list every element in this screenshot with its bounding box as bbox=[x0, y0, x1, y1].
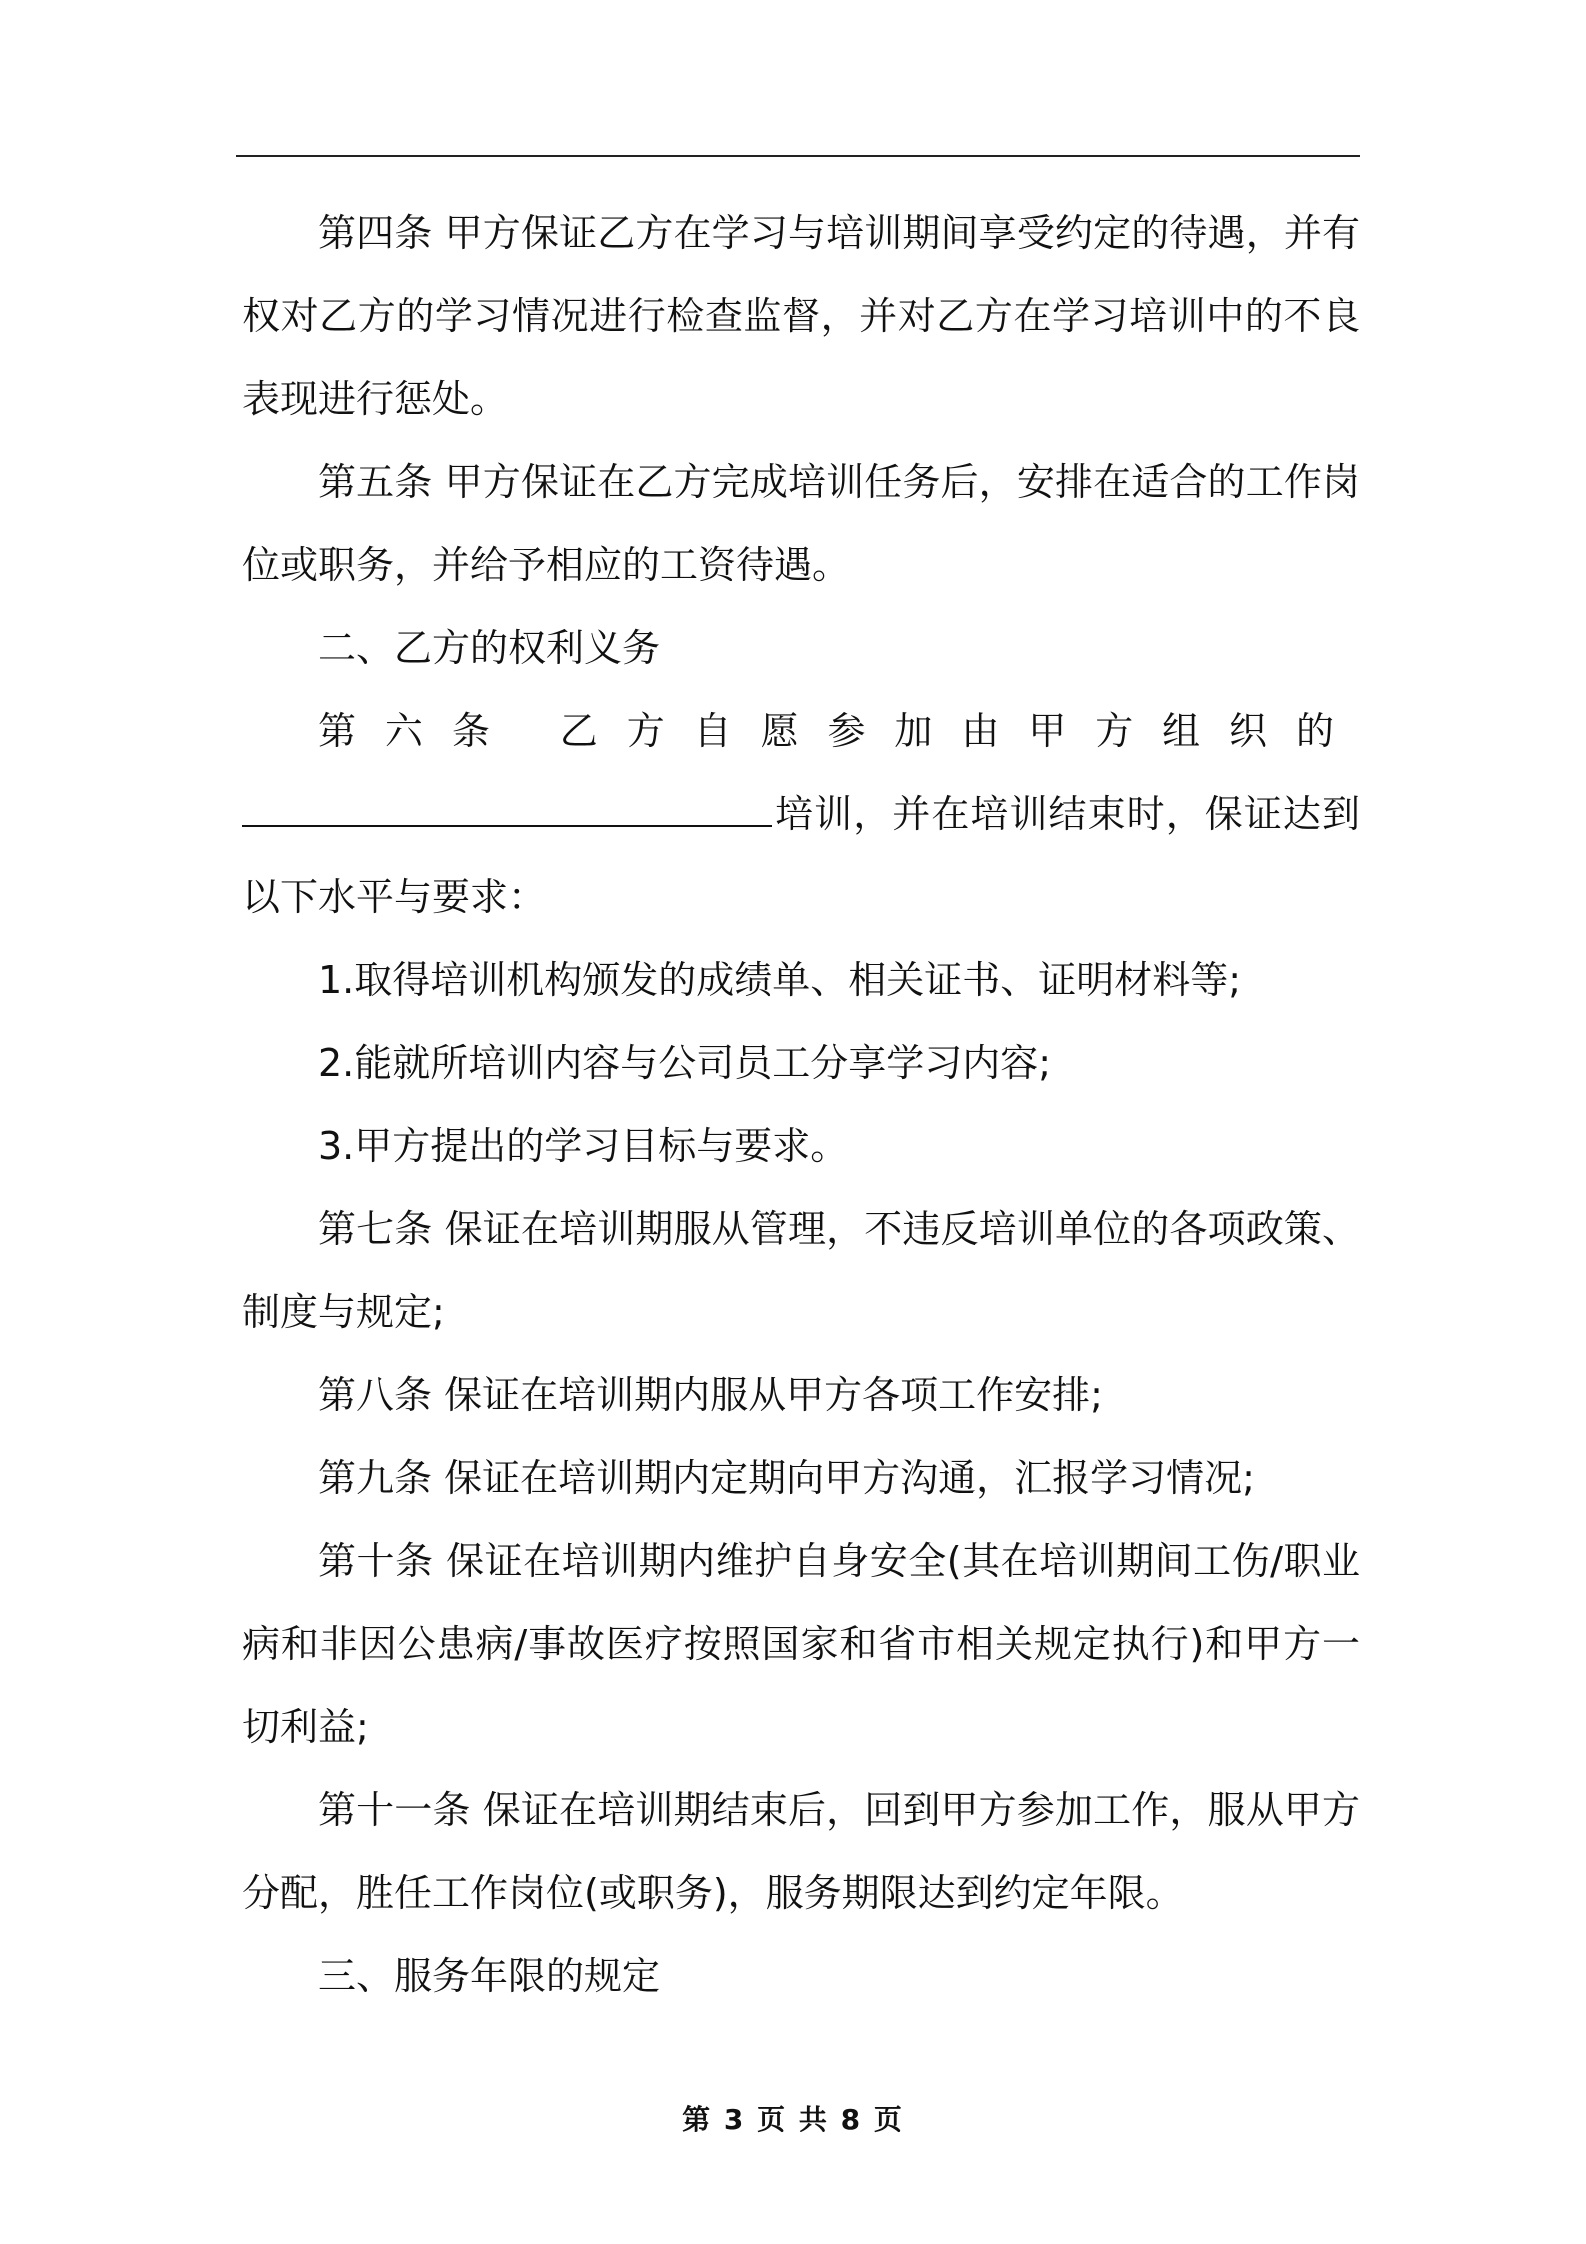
page-number: 第 3 页 共 8 页 bbox=[682, 2103, 904, 2136]
training-name-blank bbox=[242, 793, 772, 827]
article-5: 第五条 甲方保证在乙方完成培训任务后，安排在适合的工作岗位或职务，并给予相应的工资待遇。 bbox=[242, 460, 1360, 587]
requirement-1: 1.取得培训机构颁发的成绩单、相关证书、证明材料等; bbox=[318, 958, 1242, 1002]
article-8: 第八条 保证在培训期内服从甲方各项工作安排; bbox=[318, 1373, 1103, 1417]
article-6-rest: 培训，并在培训结束时，保证达到以下水平与要求： bbox=[242, 792, 1360, 919]
requirement-3: 3.甲方提出的学习目标与要求。 bbox=[318, 1124, 849, 1168]
requirement-2: 2.能就所培训内容与公司员工分享学习内容; bbox=[318, 1041, 1052, 1085]
article-7: 第七条 保证在培训期服从管理，不违反培训单位的各项政策、制度与规定; bbox=[242, 1207, 1360, 1334]
article-9: 第九条 保证在培训期内定期向甲方沟通，汇报学习情况; bbox=[318, 1456, 1255, 1500]
article-11: 第十一条 保证在培训期结束后，回到甲方参加工作，服从甲方分配，胜任工作岗位(或职务)，服务期限达到约定年限。 bbox=[242, 1788, 1360, 1915]
document-body bbox=[242, 192, 1360, 2018]
header-rule bbox=[236, 155, 1360, 157]
section-3-heading: 三、服务年限的规定 bbox=[318, 1954, 661, 1998]
article-6-line1 bbox=[242, 690, 1360, 773]
section-2-heading: 二、乙方的权利义务 bbox=[318, 626, 661, 670]
article-6-lead: 第六条 乙方自愿参加由甲方组织的 bbox=[318, 709, 1360, 753]
article-4: 第四条 甲方保证乙方在学习与培训期间享受约定的待遇，并有权对乙方的学习情况进行检查监督，并对乙方在学习培训中的不良表现进行惩处。 bbox=[242, 211, 1360, 421]
article-10: 第十条 保证在培训期内维护自身安全(其在培训期间工伤/职业病和非因公患病/事故医疗按照国家和省市相关规定执行)和甲方一切利益; bbox=[242, 1539, 1360, 1749]
article-6-continuation bbox=[242, 773, 1360, 939]
